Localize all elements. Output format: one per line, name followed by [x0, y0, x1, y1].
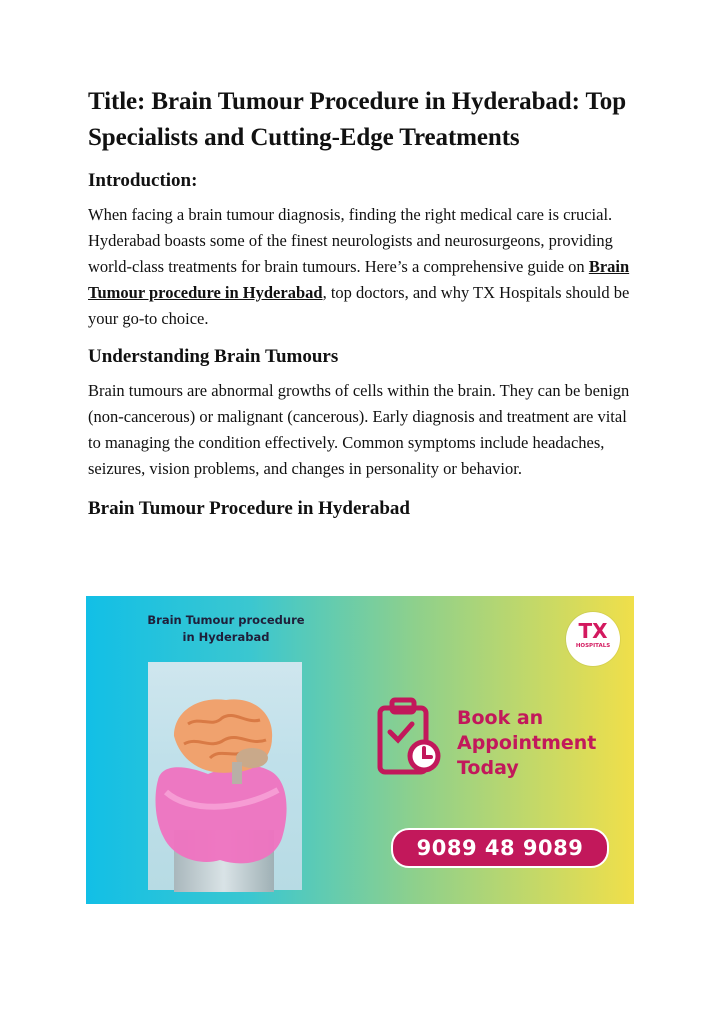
brain-tumour-procedure-link[interactable]: Brain Tumour procedure in Hyderabad — [88, 257, 630, 302]
brain-model-photo — [148, 662, 302, 890]
calendar-clock-icon — [376, 694, 442, 778]
procedure-heading: Brain Tumour Procedure in Hyderabad — [88, 498, 410, 519]
intro-text-before: When facing a brain tumour diagnosis, finding the right medical care is crucial. Hyderabad boasts some of the finest neurologists and neurosurgeons, providing world-class treatments for brain tumours. Here’s a comprehensive guide on — [88, 205, 613, 276]
banner-title: Brain Tumour procedure in Hyderabad — [147, 613, 305, 644]
document-title: Title: Brain Tumour Procedure in Hyderabad: Top Specialists and Cutting-Edge Treatments — [88, 88, 627, 151]
understanding-paragraph: Brain tumours are abnormal growths of cells within the brain. They can be benign (non-cancerous) or malignant (cancerous). Early diagnosis and treatment are vital to managing the condition effectively. Common symptoms include headaches, seizures, vision problems, and changes in personality or behavior. — [88, 381, 630, 478]
logo-hospitals-text: HOSPITALS — [575, 643, 611, 649]
intro-paragraph — [88, 202, 636, 332]
cta-line-1: Book an — [457, 707, 544, 729]
brain-model-illustration — [148, 662, 302, 890]
tx-hospitals-logo — [566, 612, 620, 666]
book-appointment-text — [457, 706, 627, 781]
cta-line-3: Today — [457, 757, 519, 779]
logo-tx-text: TX — [578, 619, 608, 643]
intro-text-after: , top doctors, and why TX Hospitals should be your go-to choice. — [88, 283, 630, 328]
document-body — [88, 84, 636, 522]
phone-number-badge: 9089 48 9089 — [391, 828, 609, 868]
intro-heading: Introduction: — [88, 170, 198, 191]
understanding-heading: Understanding Brain Tumours — [88, 346, 339, 367]
appointment-banner-image — [86, 596, 634, 904]
cta-line-2: Appointment — [457, 732, 597, 754]
